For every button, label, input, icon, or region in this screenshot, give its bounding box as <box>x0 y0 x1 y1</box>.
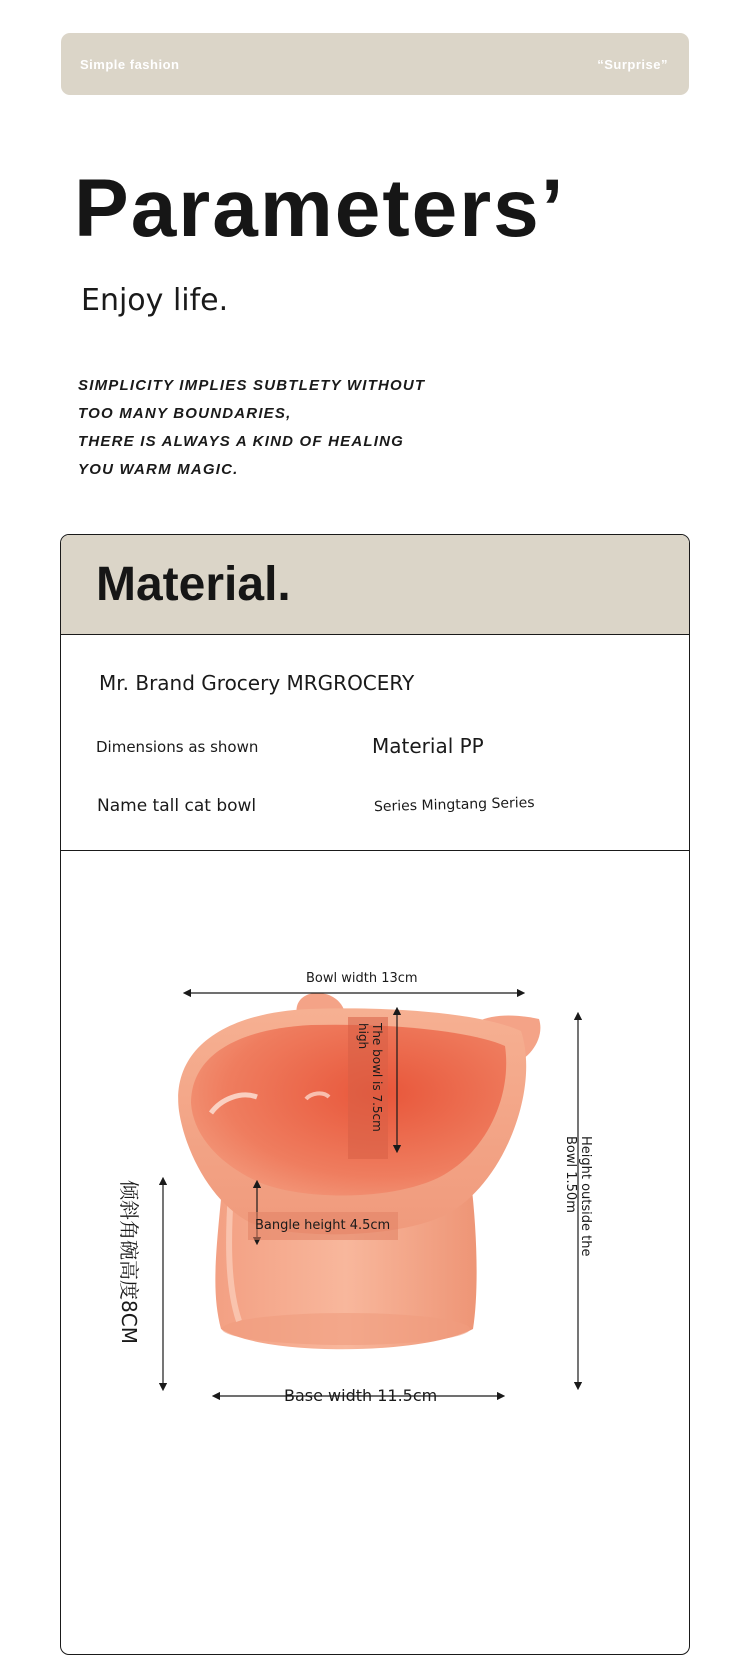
material-heading: Material. <box>96 558 291 611</box>
base-width-label: Base width 11.5cm <box>284 1386 438 1405</box>
spec-material: Material PP <box>372 734 484 758</box>
top-banner <box>61 33 689 95</box>
banner-right-text: “Surprise” <box>597 57 668 72</box>
quote-line: TOO MANY BOUNDARIES, <box>78 405 292 422</box>
material-header <box>61 535 689 635</box>
quote-block <box>78 372 498 484</box>
banner-left-text: Simple fashion <box>80 57 180 72</box>
page-title: Parameters’ <box>74 163 566 254</box>
bangle-height-label: Bangle height 4.5cm <box>248 1212 398 1240</box>
outside-height-label: Height outside the Bowl 1.50m <box>563 1136 593 1257</box>
spec-dimensions: Dimensions as shown <box>96 738 259 756</box>
bowl-width-label: Bowl width 13cm <box>306 971 418 986</box>
quote-line: SIMPLICITY IMPLIES SUBTLETY WITHOUT <box>78 377 426 394</box>
spec-brand: Mr. Brand Grocery MRGROCERY <box>99 671 415 695</box>
tilt-height-label: 倾斜角碗高度8CM <box>117 1180 141 1344</box>
spec-name: Name tall cat bowl <box>97 796 257 816</box>
dimension-diagram <box>61 851 689 1655</box>
spec-table <box>61 635 689 851</box>
spec-series: Series Mingtang Series <box>373 794 535 816</box>
bowl-height-label: The bowl is 7.5cm high <box>348 1017 388 1159</box>
parameters-card <box>60 534 690 1655</box>
quote-line: YOU WARM MAGIC. <box>78 461 239 478</box>
page-subtitle: Enjoy life. <box>81 283 229 318</box>
quote-line: THERE IS ALWAYS A KIND OF HEALING <box>78 433 404 450</box>
